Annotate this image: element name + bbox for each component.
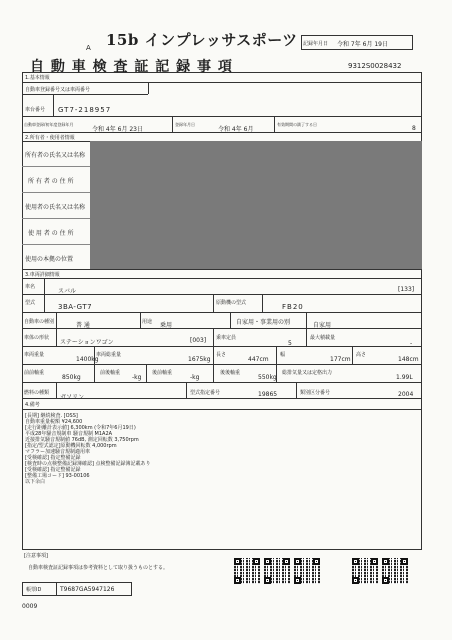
height: 148cm [398,356,419,363]
chassis-number: GT7-218957 [58,106,112,114]
qr-code [264,558,290,584]
car-name-label: 車名 [25,284,36,290]
model: 3BA-GT7 [58,303,93,311]
model-label: 型式 [25,300,36,306]
first-registration: 令和 4年 6月 23日 [92,126,143,133]
weight-label: 車両重量 [24,352,45,358]
front-rear-axle-label: 前後軸重 [100,370,121,376]
remark-line: [長期] 継続検査. [OSS] [25,413,78,419]
registration-number-label: 自動車登録番号又は車両番号 [25,87,91,93]
car-name-code: [133] [398,286,415,293]
form-id: T9687GA5947126 [60,586,115,593]
front-front-axle-label: 前前軸重 [24,370,45,376]
capacity: 5 [288,340,292,347]
max-load: - [410,340,413,347]
expiry-label: 有効期間の満了する日 [277,122,317,127]
length: 447cm [248,356,269,363]
displacement: 1.99L [396,374,413,381]
gross-weight-label: 車両総重量 [96,352,122,358]
category-label: 類別区分番号 [300,390,331,396]
purpose: 自家用 [313,322,332,329]
category: 2004 [398,391,414,398]
rear-rear-axle: 550kg [258,374,277,381]
section-remarks-title: 4.備考 [25,402,40,408]
handwritten-note: 15b インプレッサスポーツ [106,31,298,49]
page-title: 自 動 車 検 査 証 記 録 事 項 [30,59,233,75]
base-location-label: 使用の本拠の位置 [25,256,74,263]
car-name: スバル [58,288,77,295]
remark-line: [受検確認] 指定整備記録 [25,467,81,473]
body-shape-label: 車体の形状 [24,335,50,341]
owner-address-label: 所 有 者 の 住 所 [28,178,74,185]
remark-line: [整備工場コード] 93-00106 [25,473,90,479]
body-shape: ステーションワゴン [60,339,114,346]
header-mark: A [86,44,91,52]
note-label: [注意事項] [24,553,48,559]
vehicle-type: 普 通 [76,322,90,329]
expiry-value: 8 [412,125,416,132]
note-text: 自動車検査証記録事項は参考資料として取り扱うものとする。 [28,565,169,571]
remark-line: [検査時の点検整備記録簿確認] 点検整備記録簿記載あり [25,461,151,467]
width-label: 幅 [280,352,286,358]
fuel: ガソリン [60,394,85,401]
page-number: 0009 [22,603,38,610]
designation-label: 型式指定番号 [190,390,221,396]
length-label: 長さ [216,352,227,358]
height-label: 高さ [356,352,367,358]
max-load-label: 最大積載量 [310,335,336,341]
remark-line: [指定/型式認定]原動機回転数 4,000rpm [25,443,117,449]
use: 乗用 [160,322,173,329]
width: 177cm [330,356,351,363]
qr-code [294,558,320,584]
redacted-owner-info [90,141,422,269]
section-vehicle-title: 3.車両詳細情報 [25,272,60,278]
remark-line: [受検確認] 指定整備記録 [25,455,81,461]
capacity-label: 乗車定員 [216,335,237,341]
gross-weight: 1675kg [188,356,211,363]
vehicle-type-label: 自動車の種別 [24,319,55,325]
owner-name-label: 所有者の氏名又は名称 [25,152,86,159]
rear-rear-axle-label: 後後軸重 [220,370,241,376]
body-shape-code: [003] [190,337,207,344]
registration-date-label: 登録年月日 [175,122,195,127]
use-label: 用途 [142,319,153,325]
issue-date: 令和 7年 6月 19日 [337,41,388,48]
displacement-label: 総排気量又は定格出力 [282,370,333,376]
engine-model: FB20 [282,303,304,311]
user-name-label: 使用者の氏名又は名称 [25,204,86,211]
section-owner-title: 2.所有者・使用者情報 [25,135,75,141]
qr-code [382,558,408,584]
remark-line: 近接排気騒音規制値 76dB, 測定回転数 3,750rpm [25,437,139,443]
remark-line: マフラー加速騒音規制適用車 [25,449,91,455]
fuel-label: 燃料の種類 [24,390,50,396]
remark-line: [走行距離計表示値] 6,300km (令和7年6月19日) [25,425,136,431]
first-registration-label: 自動車登録/初年度登録年月 [24,122,74,127]
front-rear-axle: -kg [132,374,142,381]
chassis-number-label: 車台番号 [25,107,46,113]
section-basic-title: 1.基本情報 [25,75,50,81]
form-id-label: 帳票ID [26,587,42,593]
remark-line: 自動車重量税額 ¥24,600 [25,419,83,425]
qr-code [234,558,260,584]
remark-line: 平成28年騒音規制車 騒音規制 M1A2A [25,431,113,437]
weight: 1400kg [76,356,99,363]
qr-code [352,558,378,584]
designation: 19865 [258,391,278,398]
user-address-label: 使 用 者 の 住 所 [28,230,74,237]
doc-number: 9312S0028432 [348,62,402,70]
engine-model-label: 原動機の型式 [216,300,247,306]
front-front-axle: 850kg [62,374,81,381]
rear-front-axle: -kg [190,374,200,381]
rear-front-axle-label: 後前軸重 [152,370,173,376]
issue-date-label: 記録年月日 [303,41,329,47]
registration-date: 令和 4年 6月 [218,126,254,133]
purpose-label: 自家用・事業用の別 [236,319,291,326]
remark-line: 以下余白 [25,479,46,485]
